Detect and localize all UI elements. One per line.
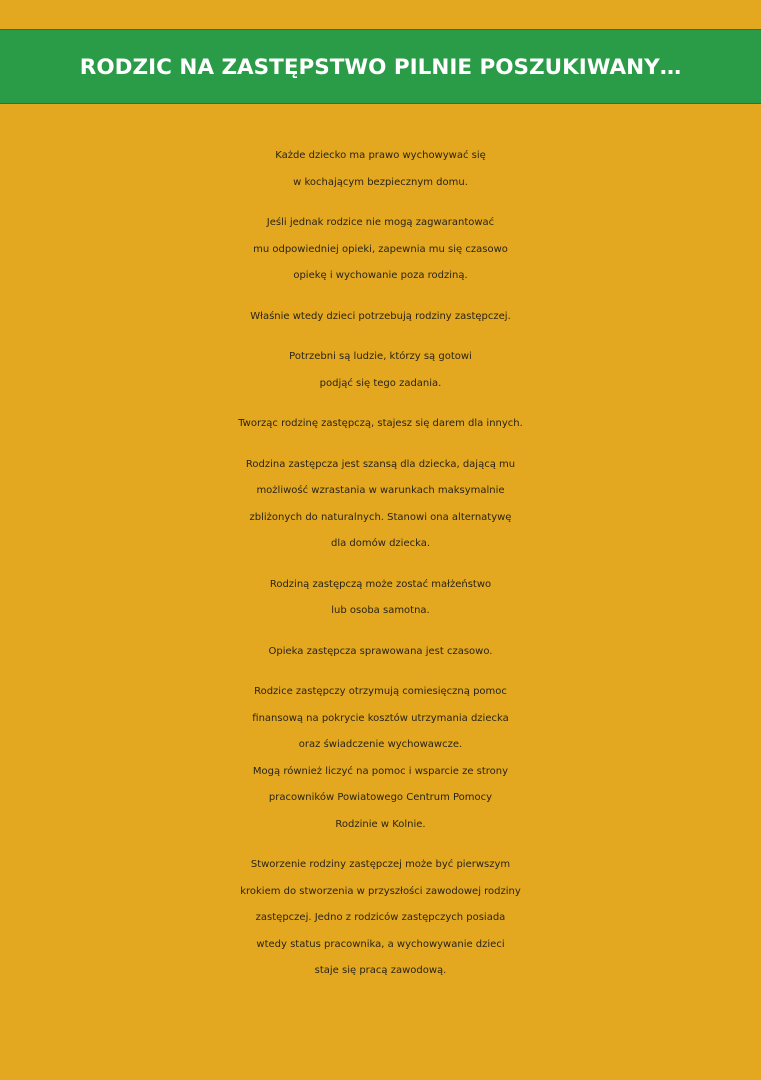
text-line: Rodziną zastępczą może zostać małżeństwo xyxy=(269,578,492,590)
text-line: Rodzina zastępcza jest szansą dla dziecka, dającą mu xyxy=(245,458,516,470)
body-text xyxy=(0,143,761,999)
text-line: Tworząc rodzinę zastępczą, stajesz się darem dla innych. xyxy=(238,418,523,429)
paragraph xyxy=(0,344,761,397)
text-line: podjąć się tego zadania. xyxy=(319,377,442,389)
header-banner xyxy=(0,29,761,104)
text-line: Rodzinie w Kolnie. xyxy=(335,818,426,830)
text-line: możliwość wzrastania w warunkach maksymalnie xyxy=(256,485,505,496)
paragraph xyxy=(0,304,761,331)
text-line: oraz świadczenie wychowawcze. xyxy=(298,739,463,750)
text-line: Stworzenie rodziny zastępczej może być pierwszym xyxy=(250,859,511,870)
text-line: pracowników Powiatowego Centrum Pomocy xyxy=(268,792,493,803)
paragraph xyxy=(0,572,761,625)
text-line: Potrzebni są ludzie, którzy są gotowi xyxy=(289,351,472,362)
page-title: RODZIC NA ZASTĘPSTWO PILNIE POSZUKIWANY… xyxy=(79,54,682,80)
text-line: Każde dziecko ma prawo wychowywać się xyxy=(275,150,486,161)
paragraph xyxy=(0,411,761,438)
text-line: Opieka zastępcza sprawowana jest czasowo. xyxy=(268,645,493,657)
text-line: Rodzice zastępczy otrzymują comiesięczną pomoc xyxy=(254,686,507,697)
text-line: mu odpowiedniej opieki, zapewnia mu się czasowo xyxy=(253,243,508,255)
paragraph xyxy=(0,210,761,290)
text-line: krokiem do stworzenia w przyszłości zawodowej rodziny xyxy=(240,885,521,897)
paragraph xyxy=(0,452,761,558)
text-line: staje się pracą zawodową. xyxy=(314,965,447,976)
text-line: lub osoba samotna. xyxy=(331,605,430,616)
text-line: Jeśli jednak rodzice nie mogą zagwarantować xyxy=(266,217,495,228)
paragraph xyxy=(0,639,761,666)
text-line: dla domów dziecka. xyxy=(330,538,431,549)
text-line: w kochającym bezpiecznym domu. xyxy=(293,176,468,188)
paragraph xyxy=(0,852,761,985)
text-line: Właśnie wtedy dzieci potrzebują rodziny zastępczej. xyxy=(250,310,511,322)
paragraph xyxy=(0,143,761,196)
text-line: finansową na pokrycie kosztów utrzymania dziecka xyxy=(252,712,509,724)
paragraph xyxy=(0,679,761,838)
text-line: zastępczej. Jedno z rodziców zastępczych posiada xyxy=(255,912,506,923)
text-line: wtedy status pracownika, a wychowywanie dzieci xyxy=(256,938,505,950)
text-line: opiekę i wychowanie poza rodziną. xyxy=(293,270,468,281)
text-line: zbliżonych do naturalnych. Stanowi ona alternatywę xyxy=(249,511,512,523)
text-line: Mogą również liczyć na pomoc i wsparcie ze strony xyxy=(252,765,509,777)
